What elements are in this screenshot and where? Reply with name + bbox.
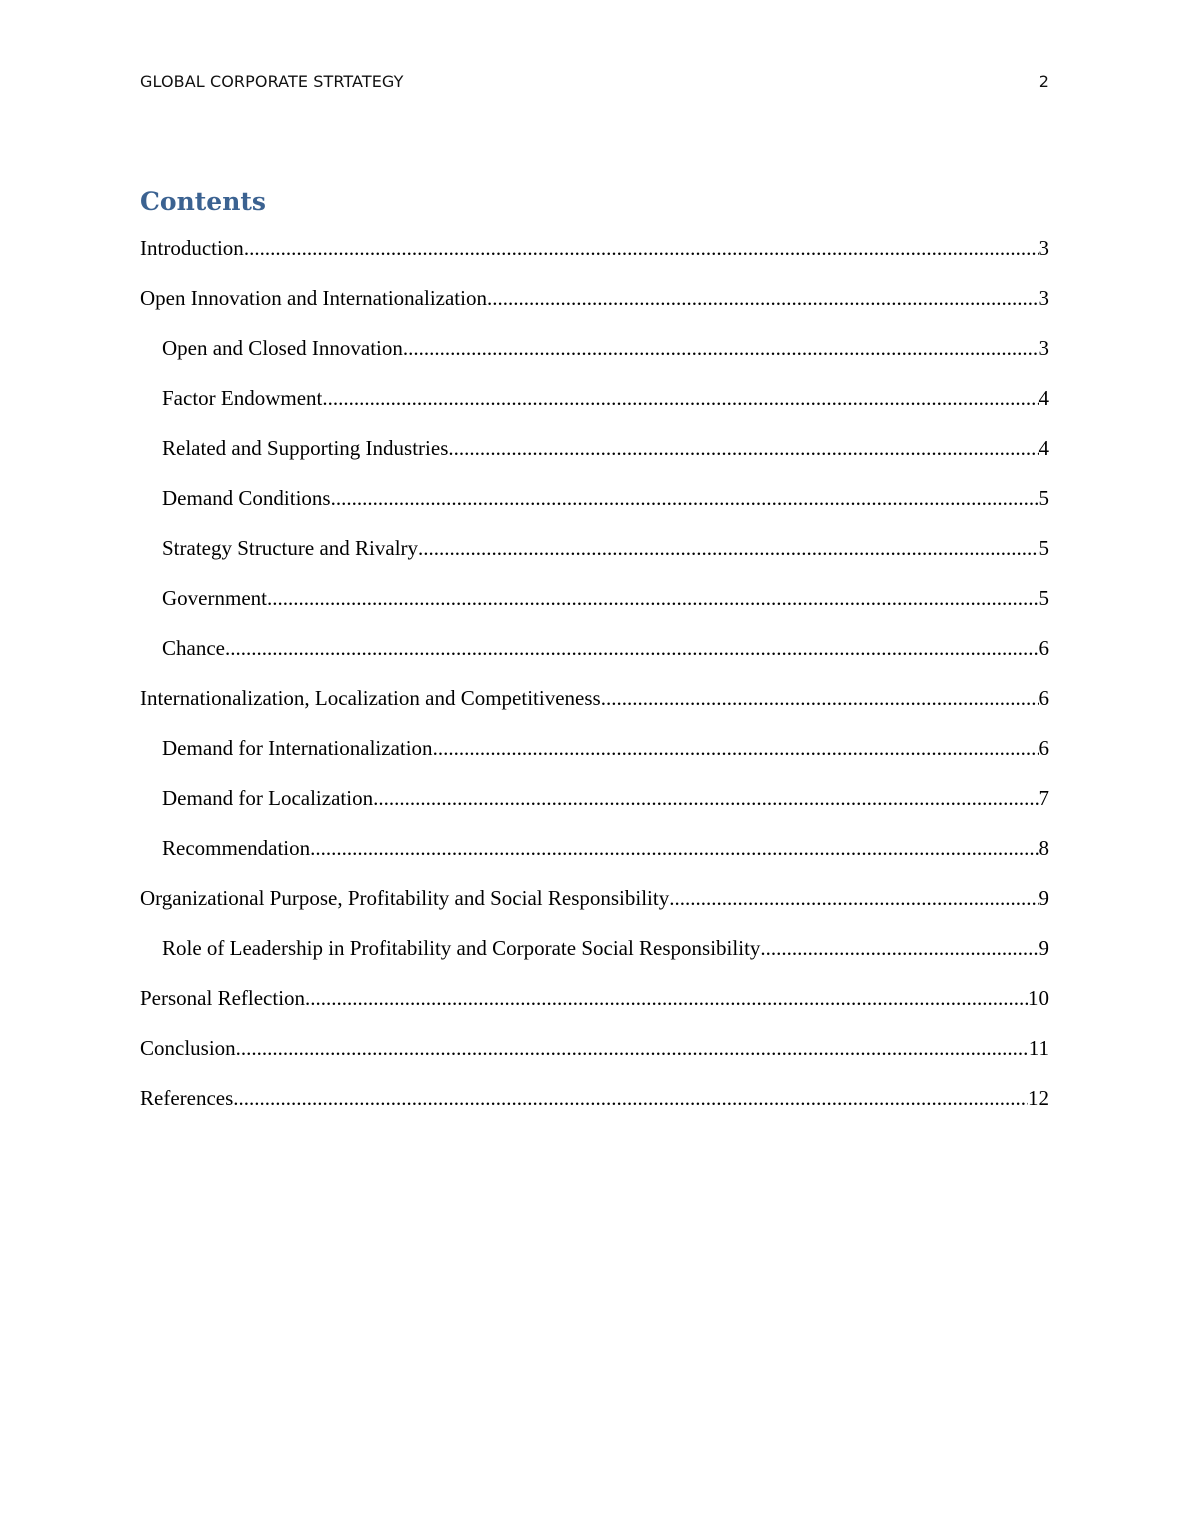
- toc-entry-line: [140, 283, 1049, 313]
- toc-dot-leader: [331, 483, 1039, 513]
- toc-entry-page-number: 3: [1038, 336, 1049, 360]
- toc-entry-title: References: [140, 1086, 234, 1110]
- toc-entry[interactable]: [140, 833, 1049, 883]
- toc-entry-line: [140, 983, 1049, 1013]
- toc-entry-page-number: 3: [1038, 236, 1049, 260]
- page-number: 2: [1038, 72, 1049, 91]
- running-head-title: GLOBAL CORPORATE STRTATEGY: [140, 72, 404, 91]
- toc-entry[interactable]: [140, 583, 1049, 633]
- toc-dot-leader: [433, 733, 1039, 763]
- toc-entry-page-number: 10: [1028, 986, 1049, 1010]
- toc-entry[interactable]: [140, 633, 1049, 683]
- toc-entry-title: Open and Closed Innovation: [162, 336, 403, 360]
- toc-entry[interactable]: [140, 283, 1049, 333]
- toc-entry-page-number: 7: [1038, 786, 1049, 810]
- toc-entry-page-number: 4: [1038, 436, 1049, 460]
- toc-entry[interactable]: [140, 233, 1049, 283]
- toc-entry-page-number: 5: [1038, 486, 1049, 510]
- toc-entry-title: Personal Reflection: [140, 986, 306, 1010]
- toc-entry-line: [162, 383, 1049, 413]
- toc-entry-line: [162, 933, 1049, 963]
- toc-entry-page-number: 5: [1038, 586, 1049, 610]
- toc-entry[interactable]: [140, 483, 1049, 533]
- toc-entry-title: Strategy Structure and Rivalry: [162, 536, 419, 560]
- toc-dot-leader: [601, 683, 1039, 713]
- toc-entry-line: [162, 733, 1049, 763]
- toc-entry-title: Organizational Purpose, Profitability and Social Responsibility: [140, 886, 670, 910]
- toc-entry-page-number: 5: [1038, 536, 1049, 560]
- toc-dot-leader: [669, 883, 1038, 913]
- toc-dot-leader: [236, 1033, 1029, 1063]
- toc-entry-line: [162, 333, 1049, 363]
- toc-entry-title: Conclusion: [140, 1036, 236, 1060]
- toc-entry[interactable]: [140, 883, 1049, 933]
- toc-dot-leader: [487, 283, 1039, 313]
- toc-entry-line: [162, 583, 1049, 613]
- toc-entry-page-number: 6: [1038, 686, 1049, 710]
- toc-entry-title: Introduction: [140, 236, 244, 260]
- toc-entry-title: Government: [162, 586, 267, 610]
- toc-entry-line: [140, 1033, 1049, 1063]
- toc-entry-line: [162, 533, 1049, 563]
- toc-entry-page-number: 9: [1038, 886, 1049, 910]
- toc-entry-page-number: 4: [1038, 386, 1049, 410]
- toc-dot-leader: [448, 433, 1038, 463]
- toc-entry-title: Factor Endowment: [162, 386, 323, 410]
- toc-entry-line: [162, 483, 1049, 513]
- toc-dot-leader: [267, 583, 1039, 613]
- toc-entry-title: Role of Leadership in Profitability and Corporate Social Responsibility: [162, 936, 761, 960]
- toc-entry-page-number: 11: [1028, 1036, 1049, 1060]
- toc-dot-leader: [418, 533, 1038, 563]
- toc-entry-title: Demand for Internationalization: [162, 736, 433, 760]
- toc-dot-leader: [233, 1083, 1028, 1113]
- toc-entry-page-number: 6: [1038, 736, 1049, 760]
- toc-entry[interactable]: [140, 683, 1049, 733]
- toc-dot-leader: [373, 783, 1038, 813]
- toc-dot-leader: [310, 833, 1038, 863]
- toc-dot-leader: [322, 383, 1038, 413]
- toc-entry-title: Related and Supporting Industries: [162, 436, 449, 460]
- toc-entry-title: Chance: [162, 636, 225, 660]
- toc-entry-title: Demand for Localization: [162, 786, 374, 810]
- toc-entry-page-number: 9: [1038, 936, 1049, 960]
- toc-entry-line: [162, 633, 1049, 663]
- toc-entry[interactable]: [140, 1033, 1049, 1083]
- toc-entry-title: Demand Conditions: [162, 486, 331, 510]
- toc-entry-title: Recommendation: [162, 836, 311, 860]
- toc-dot-leader: [225, 633, 1039, 663]
- toc-entry-line: [162, 433, 1049, 463]
- toc-entry[interactable]: [140, 433, 1049, 483]
- toc-dot-leader: [403, 333, 1039, 363]
- toc-entry-line: [140, 233, 1049, 263]
- toc-entry[interactable]: [140, 333, 1049, 383]
- toc-entry[interactable]: [140, 983, 1049, 1033]
- toc-entry-line: [140, 1083, 1049, 1113]
- toc-entry[interactable]: [140, 933, 1049, 983]
- toc-entry-page-number: 8: [1038, 836, 1049, 860]
- contents-heading: Contents: [140, 187, 267, 216]
- toc-entry-line: [162, 833, 1049, 863]
- toc-dot-leader: [244, 233, 1039, 263]
- toc-entry-page-number: 12: [1028, 1086, 1049, 1110]
- toc-dot-leader: [305, 983, 1028, 1013]
- toc-dot-leader: [760, 933, 1038, 963]
- toc-entry[interactable]: [140, 533, 1049, 583]
- toc-entry-line: [162, 783, 1049, 813]
- toc-entry-line: [140, 683, 1049, 713]
- table-of-contents: [140, 233, 1049, 1133]
- toc-entry-page-number: 6: [1038, 636, 1049, 660]
- toc-entry-title: Open Innovation and Internationalization: [140, 286, 487, 310]
- toc-entry[interactable]: [140, 783, 1049, 833]
- toc-entry-page-number: 3: [1038, 286, 1049, 310]
- toc-entry[interactable]: [140, 1083, 1049, 1133]
- toc-entry-line: [140, 883, 1049, 913]
- page-header: [140, 72, 1049, 96]
- toc-entry[interactable]: [140, 733, 1049, 783]
- toc-entry[interactable]: [140, 383, 1049, 433]
- toc-entry-title: Internationalization, Localization and Competitiveness: [140, 686, 601, 710]
